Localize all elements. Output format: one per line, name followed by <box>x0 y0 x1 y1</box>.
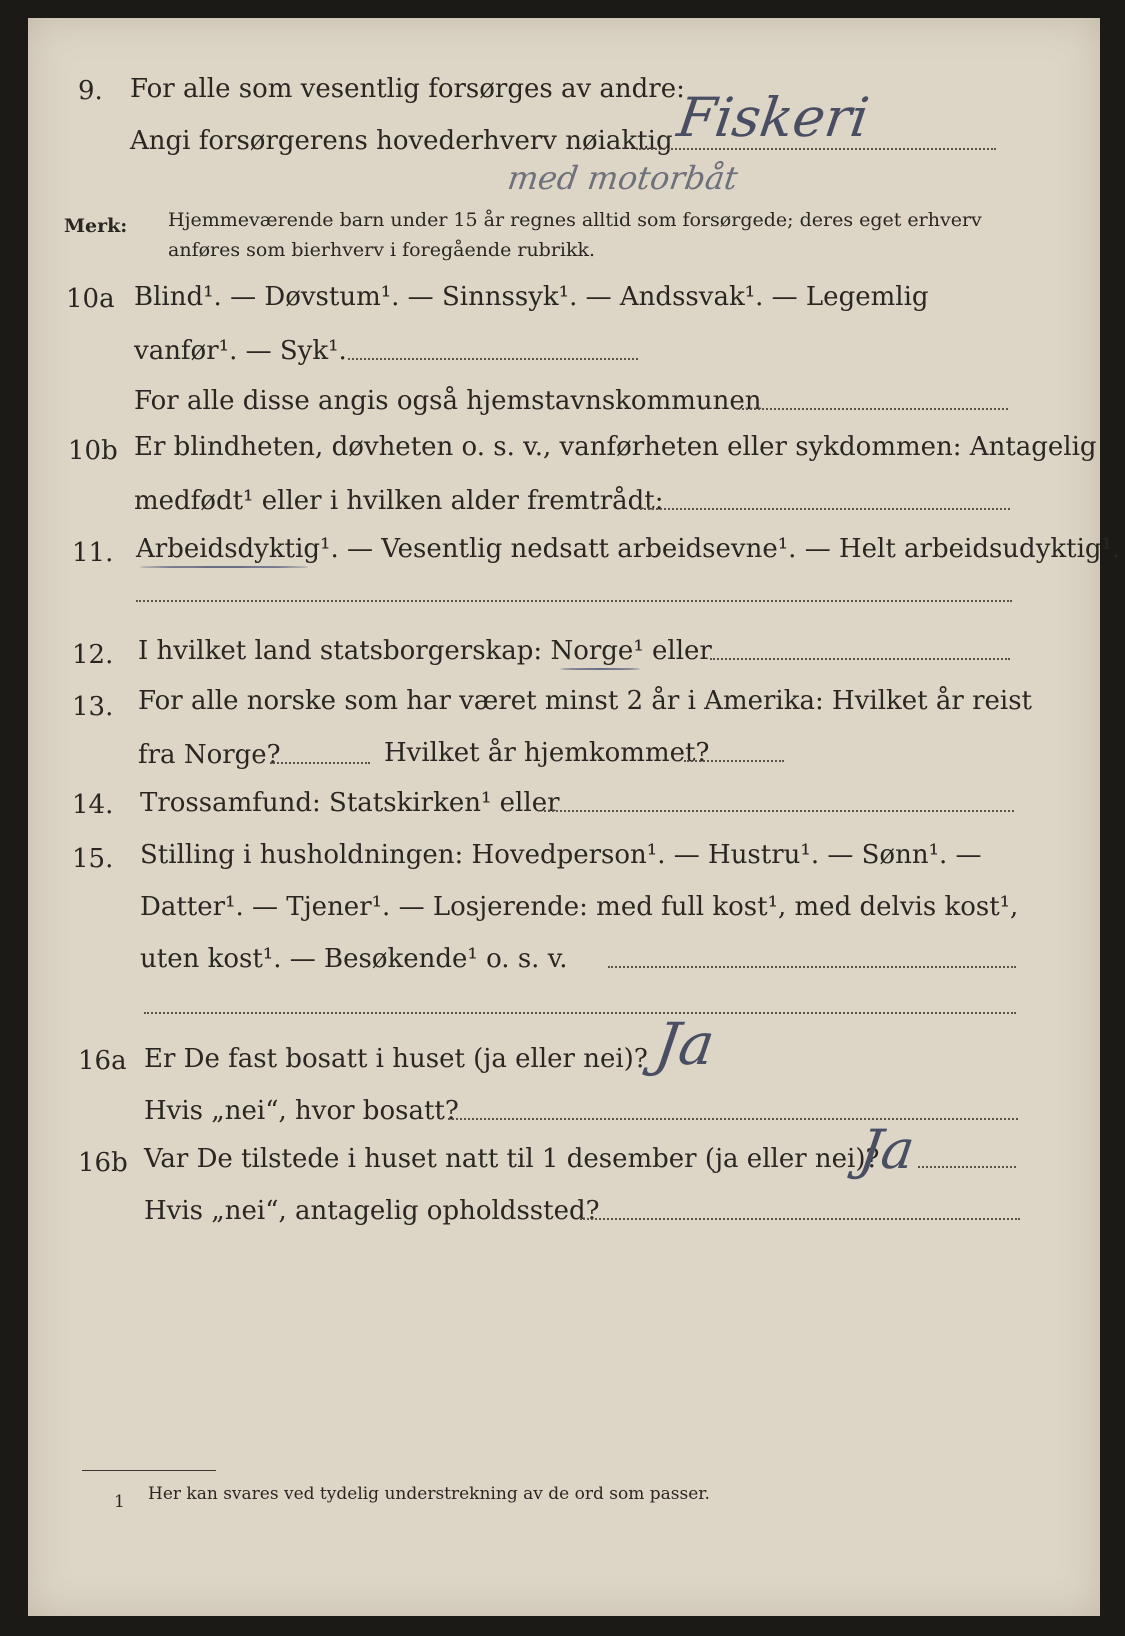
merk-line1: Hjemmeværende barn under 15 år regnes alltid som forsørgede; deres eget erhverv <box>168 209 982 231</box>
q12-line1: I hvilket land statsborgerskap: Norge¹ eller <box>138 636 712 666</box>
q16a-line1: Er De fast bosatt i huset (ja eller nei)? <box>144 1044 648 1074</box>
footnote-text: Her kan svares ved tydelig understrekning av de ord som passer. <box>148 1484 710 1504</box>
q10a-number: 10a <box>66 284 115 314</box>
q9-line1: For alle som vesentlig forsørges av andre: <box>130 74 685 104</box>
q16b-line2: Hvis „nei“, antagelig opholdssted? <box>144 1196 600 1226</box>
q9-number: 9. <box>78 76 103 106</box>
q10a-line2: vanfør¹. — Syk¹. <box>134 336 347 366</box>
q11-line1: Arbeidsdyktig¹. — Vesentlig nedsatt arbeidsevne¹. — Helt arbeidsudyktig¹. <box>136 534 1121 564</box>
q13-dotted-line <box>270 762 370 764</box>
merk-line2: anføres som bierhverv i foregående rubrikk. <box>168 239 596 261</box>
q11-number: 11. <box>72 538 114 568</box>
q15-line1: Stilling i husholdningen: Hovedperson¹. — Hustru¹. — Sønn¹. — <box>140 840 982 870</box>
q14-line1: Trossamfund: Statskirken¹ eller <box>140 788 560 818</box>
q15-line2: Datter¹. — Tjener¹. — Losjerende: med full kost¹, med delvis kost¹, <box>140 892 1019 922</box>
q11-handwritten-underline <box>140 566 308 568</box>
q16a-handwritten-answer: Ja <box>651 1010 719 1078</box>
q14-dotted-line <box>544 810 1014 812</box>
q16a-dotted-line <box>448 1118 1018 1120</box>
q14-number: 14. <box>72 790 114 820</box>
q10b-number: 10b <box>68 436 118 466</box>
q13-number: 13. <box>72 692 114 722</box>
q12-handwritten-underline <box>560 668 640 670</box>
q13-dotted-line-2 <box>684 760 784 762</box>
q16b-dotted-line <box>918 1166 1016 1168</box>
census-form-page <box>28 18 1121 1616</box>
q10b-dotted-line <box>640 508 1010 510</box>
q10a-line3: For alle disse angis også hjemstavnskommunen <box>134 386 762 416</box>
footnote-rule <box>82 1470 216 1471</box>
q16a-line2: Hvis „nei“, hvor bosatt? <box>144 1096 459 1126</box>
q10b-line1: Er blindheten, døvheten o. s. v., vanførheten eller sykdommen: Antagelig <box>134 432 1097 462</box>
merk-label: Merk: <box>64 215 128 237</box>
q16b-dotted-line-2 <box>580 1218 1020 1220</box>
q16b-number: 16b <box>78 1148 128 1178</box>
q12-dotted-line <box>710 658 1010 660</box>
q10a-dotted-line-2 <box>738 408 1008 410</box>
q13-line2a: fra Norge? <box>138 740 281 770</box>
q15-dotted-line <box>608 966 1016 968</box>
q10a-dotted-line <box>348 358 638 360</box>
q12-number: 12. <box>72 640 114 670</box>
q10a-line1: Blind¹. — Døvstum¹. — Sinnssyk¹. — Andssvak¹. — Legemlig <box>134 282 929 312</box>
q15-line3: uten kost¹. — Besøkende¹ o. s. v. <box>140 944 568 974</box>
q13-line2b: Hvilket år hjemkommet? <box>384 738 710 768</box>
q11-dotted-line <box>136 600 1012 602</box>
q16b-line1: Var De tilstede i huset natt til 1 desember (ja eller nei)? <box>144 1144 880 1174</box>
footnote-mark: 1 <box>114 1492 125 1512</box>
q16a-number: 16a <box>78 1046 127 1076</box>
q15-dotted-line-2 <box>144 1012 1016 1014</box>
q9-handwritten-answer: Fiskeri <box>673 86 873 149</box>
q9-line2: Angi forsørgerens hovederhverv nøiaktig <box>130 126 673 156</box>
q9-handwritten-answer-2: med motorbåt <box>505 159 741 197</box>
q16b-handwritten-answer: Ja <box>855 1118 919 1181</box>
q15-number: 15. <box>72 844 114 874</box>
q10b-line2: medfødt¹ eller i hvilken alder fremtrådt: <box>134 486 664 516</box>
q13-line1: For alle norske som har været minst 2 år i Amerika: Hvilket år reist <box>138 686 1032 716</box>
